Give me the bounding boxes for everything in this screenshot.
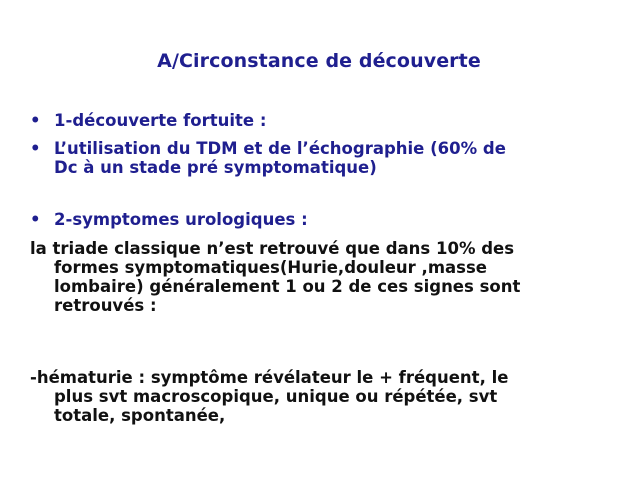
bullet-marker: • (30, 210, 41, 229)
bullet-continuation: Dc à un stade pré symptomatique) (54, 158, 377, 177)
bullet-item-imaging (30, 139, 506, 159)
paragraph-line: -hématurie : symptôme révélateur le + fréquent, le (30, 368, 509, 387)
paragraph-line: lombaire) généralement 1 ou 2 de ces signes sont (54, 277, 521, 296)
paragraph-line: formes symptomatiques(Hurie,douleur ,masse (54, 258, 487, 277)
bullet-marker: • (30, 111, 41, 130)
bullet-marker: • (30, 139, 41, 158)
bullet-item-discovery (30, 111, 266, 131)
paragraph-line: retrouvés : (54, 296, 157, 315)
slide-title: A/Circonstance de découverte (157, 50, 481, 72)
bullet-item-symptoms (30, 210, 308, 230)
paragraph-line: plus svt macroscopique, unique ou répétée, svt (54, 387, 498, 406)
paragraph-line: la triade classique n’est retrouvé que dans 10% des (30, 239, 515, 258)
paragraph-line: totale, spontanée, (54, 406, 226, 425)
bullet-text: 1-découverte fortuite : (54, 111, 267, 130)
bullet-text: L’utilisation du TDM et de l’échographie (60% de (54, 139, 506, 158)
bullet-text: 2-symptomes urologiques : (54, 210, 308, 229)
